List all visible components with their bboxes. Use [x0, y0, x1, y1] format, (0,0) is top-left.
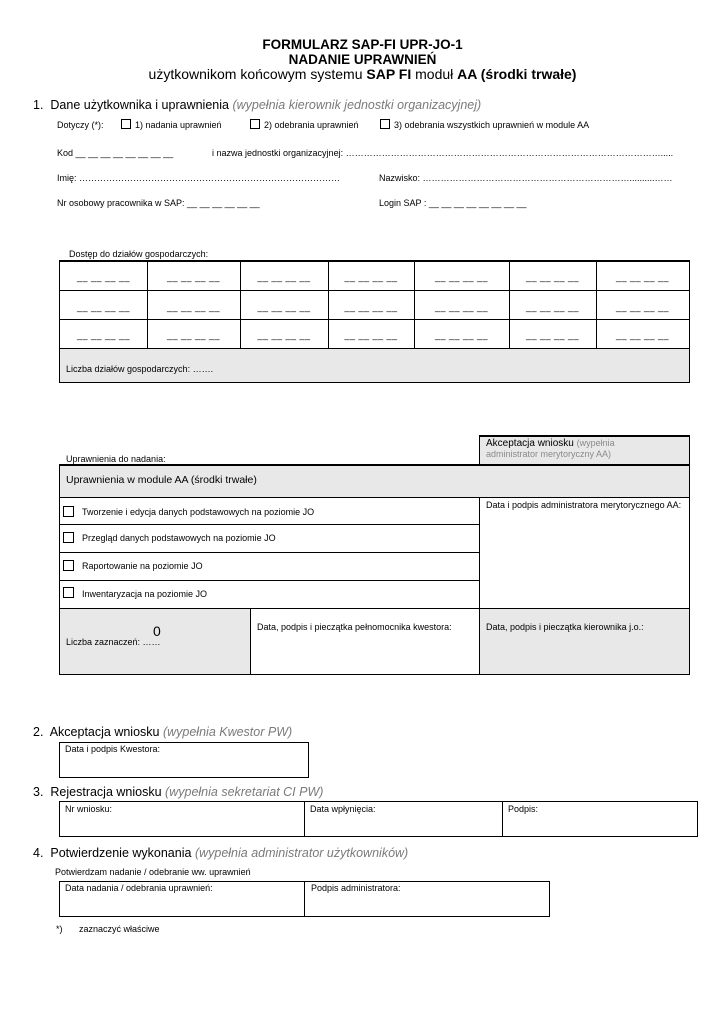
admin-signature-label: Data i podpis administratora merytorycznego AA:: [486, 500, 682, 510]
section-4-heading: [33, 846, 408, 860]
department-code-cell[interactable]: __ __ __ __: [434, 301, 489, 312]
table-line: [60, 552, 479, 553]
grid-col-line: [147, 262, 148, 348]
liczba-dzialow: Liczba działów gospodarczych: …….: [66, 364, 214, 374]
grid-col-line: [596, 262, 597, 348]
perm-item-inwentaryzacja: Inwentaryzacja na poziomie JO: [82, 589, 208, 599]
subtitle-part-a: użytkownikom końcowym systemu: [148, 66, 367, 82]
table-line: [60, 497, 689, 498]
subtitle-part-b: SAP FI: [366, 66, 412, 82]
section-1-heading: [33, 98, 481, 112]
department-code-cell[interactable]: __ __ __ __: [525, 330, 580, 340]
dotyczy-label: Dotyczy (*):: [57, 120, 104, 130]
akceptacja-title: Akceptacja wniosku: [486, 438, 574, 449]
section-3-number: 3.: [33, 785, 44, 799]
subtitle-part-c: moduł: [411, 66, 458, 82]
section-1-note: (wypełnia kierownik jednostki organizacyjnej): [232, 98, 482, 112]
podpis-administratora-field[interactable]: Podpis administratora:: [311, 883, 401, 893]
option-nadania-label: 1) nadania uprawnień: [135, 120, 222, 130]
perm-item-tworzenie: Tworzenie i edycja danych podstawowych na poziomie JO: [82, 507, 315, 517]
section-2-number: 2.: [33, 725, 44, 739]
jednostka-field[interactable]: i nazwa jednostki organizacyjnej: …………………………………………………………………………………………….....: [212, 148, 674, 158]
department-code-cell[interactable]: __ __ __ __: [525, 271, 580, 282]
footnote-mark: *): [56, 924, 63, 934]
akceptacja-text: [486, 438, 686, 460]
section-4-number: 4.: [33, 846, 44, 860]
table-line: [250, 608, 251, 674]
podpis-field[interactable]: Podpis:: [508, 804, 539, 814]
department-code-cell[interactable]: __ __ __ __: [434, 330, 489, 340]
department-code-cell[interactable]: __ __ __ __: [166, 330, 221, 340]
nr-wniosku-field[interactable]: Nr wniosku:: [65, 804, 113, 814]
department-code-cell[interactable]: __ __ __ __: [257, 271, 311, 282]
data-nadania-field[interactable]: Data nadania / odebrania uprawnień:: [65, 883, 213, 893]
data-wplyniecia-field[interactable]: Data wpłynięcia:: [310, 804, 376, 814]
kod-field[interactable]: Kod __ __ __ __ __ __ __ __: [57, 148, 174, 158]
checkbox-odebrania-wszystkich[interactable]: [380, 119, 390, 129]
selection-count-label: Liczba zaznaczeń: ……: [66, 637, 161, 647]
grid-row-line: [60, 290, 689, 291]
subtitle-part-d: AA (środki trwałe): [457, 66, 577, 82]
section-3-note: (wypełnia sekretariat CI PW): [165, 785, 324, 799]
grid-col-line: [328, 262, 329, 348]
grid-col-line: [414, 262, 415, 348]
dostep-label: Dostęp do działów gospodarczych:: [69, 249, 209, 259]
perm-item-raportowanie: Raportowanie na poziomie JO: [82, 561, 203, 571]
nazwisko-field[interactable]: Nazwisko: ……………………………………………………………..........……: [379, 173, 673, 183]
title-line-2: NADANIE UPRAWNIEŃ: [288, 52, 437, 67]
section-2-title: Akceptacja wniosku: [49, 725, 160, 739]
nr-osobowy-field[interactable]: Nr osobowy pracownika w SAP: __ __ __ __ __ __: [57, 198, 260, 208]
kierownik-cell-shade: [480, 609, 689, 674]
title-line-1: FORMULARZ SAP-FI UPR-JO-1: [262, 37, 463, 52]
section-1-title: Dane użytkownika i uprawnienia: [50, 98, 229, 112]
akceptacja-note-b: administrator merytoryczny AA): [486, 449, 612, 459]
uprawnienia-label: Uprawnienia do nadania:: [66, 454, 166, 464]
footnote-text: zaznaczyć właściwe: [79, 924, 160, 934]
grid-row-line: [60, 319, 689, 320]
section-3-title: Rejestracja wniosku: [50, 785, 162, 799]
checkbox-inwentaryzacja[interactable]: [63, 587, 74, 598]
section-2-heading: [33, 725, 292, 739]
section-4-title: Potwierdzenie wykonania: [50, 846, 192, 860]
perm-item-przeglad: Przegląd danych podstawowych na poziomie JO: [82, 533, 276, 543]
login-sap-field[interactable]: Login SAP : __ __ __ __ __ __ __ __: [379, 198, 527, 208]
checkbox-odebrania[interactable]: [250, 119, 260, 129]
grid-col-line: [240, 262, 241, 348]
table-line: [304, 801, 305, 837]
form-title: [0, 37, 725, 82]
section-3-heading: [33, 785, 323, 799]
department-code-cell[interactable]: __ __ __ __: [344, 330, 398, 340]
table-line: [60, 524, 479, 525]
department-code-cell[interactable]: __ __ __ __: [76, 301, 131, 312]
section-2-note: (wypełnia Kwestor PW): [162, 725, 293, 739]
department-code-cell[interactable]: __ __ __ __: [344, 301, 398, 312]
department-code-cell[interactable]: __ __ __ __: [166, 301, 221, 312]
checkbox-przeglad[interactable]: [63, 532, 74, 543]
department-code-cell[interactable]: __ __ __ __: [615, 330, 670, 340]
section-4-note: (wypełnia administrator użytkowników): [194, 846, 409, 860]
department-code-cell[interactable]: __ __ __ __: [257, 330, 311, 340]
kwestor-signature-label: Data, podpis i pieczątka pełnomocnika kwestora:: [257, 622, 452, 632]
permissions-header: Uprawnienia w module AA (środki trwałe): [66, 474, 257, 486]
department-code-cell[interactable]: __ __ __ __: [76, 271, 131, 282]
checkbox-tworzenie[interactable]: [63, 506, 74, 517]
imie-field[interactable]: Imię: ……………………………………………………………………………: [57, 173, 341, 183]
akceptacja-note-a: (wypełnia: [576, 438, 615, 448]
section-1-number: 1.: [33, 98, 44, 112]
department-code-cell[interactable]: __ __ __ __: [76, 330, 131, 340]
checkbox-raportowanie[interactable]: [63, 560, 74, 571]
department-code-cell[interactable]: __ __ __ __: [344, 271, 398, 282]
table-line: [304, 881, 305, 917]
kierownik-signature-label: Data, podpis i pieczątka kierownika j.o.:: [486, 622, 644, 632]
grid-row-line: [60, 348, 689, 349]
title-line-3: [0, 67, 725, 82]
department-code-cell[interactable]: __ __ __ __: [615, 271, 670, 282]
registration-box: [59, 801, 698, 837]
checkbox-nadania[interactable]: [121, 119, 131, 129]
kwestor-signature-field: Data i podpis Kwestora:: [65, 744, 161, 754]
department-code-cell[interactable]: __ __ __ __: [166, 271, 221, 282]
option-odebrania-label: 2) odebrania uprawnień: [264, 120, 359, 130]
table-line: [502, 801, 503, 837]
department-code-cell[interactable]: __ __ __ __: [257, 301, 311, 312]
confirmation-text: Potwierdzam nadanie / odebranie ww. uprawnień: [55, 867, 251, 877]
table-line: [60, 580, 479, 581]
grid-col-line: [509, 262, 510, 348]
selection-count-value: 0: [153, 623, 161, 639]
department-code-cell[interactable]: __ __ __ __: [525, 301, 580, 312]
department-code-cell[interactable]: __ __ __ __: [434, 271, 489, 282]
department-code-cell[interactable]: __ __ __ __: [615, 301, 670, 312]
option-odebrania-wszystkich-label: 3) odebrania wszystkich uprawnień w module AA: [394, 120, 590, 130]
